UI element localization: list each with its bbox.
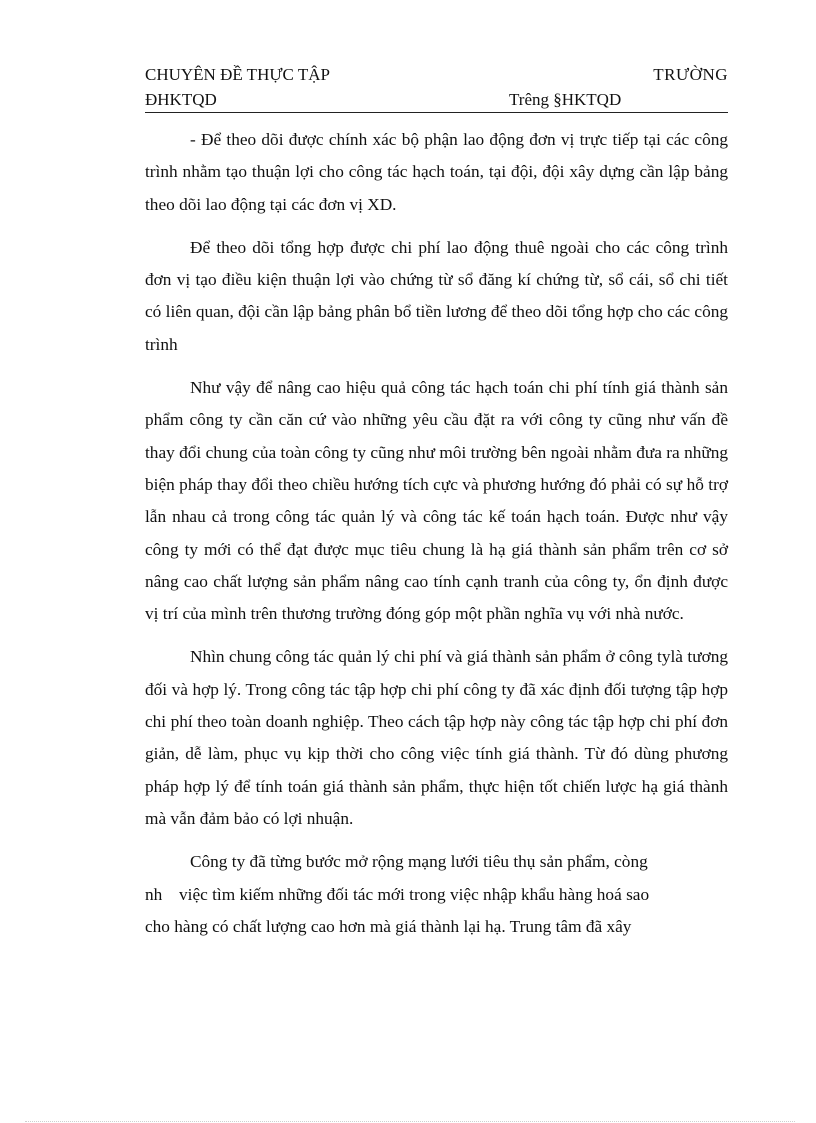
- paragraph-1: - Để theo dõi được chính xác bộ phận lao động đơn vị trực tiếp tại các công trình nhằm tạo thuận lợi cho công tác hạch toán, tại đội, đội xây dựng cần lập bảng theo dõi lao động tại các đơn vị XD.: [145, 130, 728, 214]
- header-school: TRƯỜNG: [653, 65, 728, 84]
- paragraph-4: Nhìn chung công tác quản lý chi phí và giá thành sản phẩm ở công tylà tương đối và hợp lý. Trong công tác tập hợp chi phí công ty đã xác định đối tượng tập hợp chi phí theo toàn doanh nghiệp. Theo cách tập hợp này công tác tập hợp chi phí đơn giản, dễ làm, phục vụ kịp thời cho công việc tính giá thành. Từ đó dùng phương pháp hợp lý để tính toán giá thành sản phẩm, thực hiện tốt chiến lược hạ giá thành mà vẫn đảm bảo có lợi nhuận.: [145, 647, 728, 828]
- header-school-abbrev: ĐHKTQD: [145, 90, 217, 109]
- paragraph-5: [145, 846, 728, 943]
- paragraph-5-line-2: [145, 879, 728, 911]
- paragraph-3: Như vậy để nâng cao hiệu quả công tác hạch toán chi phí tính giá thành sản phẩm công ty cần căn cứ vào những yêu cầu đặt ra với công ty cũng như vấn đề thay đổi chung của toàn công ty cũng như môi trường bên ngoài nhằm đưa ra những biện pháp thay đổi theo chiều hướng tích cực và phương hướng đó phải có sự hỗ trợ lẫn nhau cả trong công tác quản lý và công tác kế toán hạch toán. Được như vậy công ty mới có thể đạt được mục tiêu chung là hạ giá thành sản phẩm trên cơ sở nâng cao chất lượng sản phẩm nâng cao tính cạnh tranh của công ty, ổn định được vị trí của mình trên thương trường đóng góp một phần nghĩa vụ với nhà nước.: [145, 378, 728, 624]
- paragraph-5-line-3: cho hàng có chất lượng cao hơn mà giá thành lại hạ. Trung tâm đã xây: [145, 916, 632, 936]
- paragraph-5-line-1: Công ty đã từng bước mở rộng mạng lưới tiêu thụ sản phẩm, còng: [190, 852, 648, 872]
- paragraph-5-fragment: nh: [145, 884, 163, 904]
- paragraph-5-line-2-text: việc tìm kiếm những đối tác mới trong việc nhập khẩu hàng hoá sao: [179, 884, 650, 904]
- footer-divider: [25, 1121, 795, 1122]
- header-title: CHUYÊN ĐỀ THỰC TẬP: [145, 65, 330, 84]
- paragraph-2: Để theo dõi tổng hợp được chi phí lao động thuê ngoài cho các công trình đơn vị tạo điều kiện thuận lợi vào chứng từ sổ đăng kí chứng từ, sổ cái, sổ chi tiết có liên quan, đội cần lập bảng phân bổ tiền lương để theo dõi tổng hợp cho các công trình: [145, 237, 728, 354]
- header-school-name: Trêng §HKTQD: [509, 90, 622, 109]
- page-header: [145, 62, 728, 113]
- document-body: [145, 124, 728, 954]
